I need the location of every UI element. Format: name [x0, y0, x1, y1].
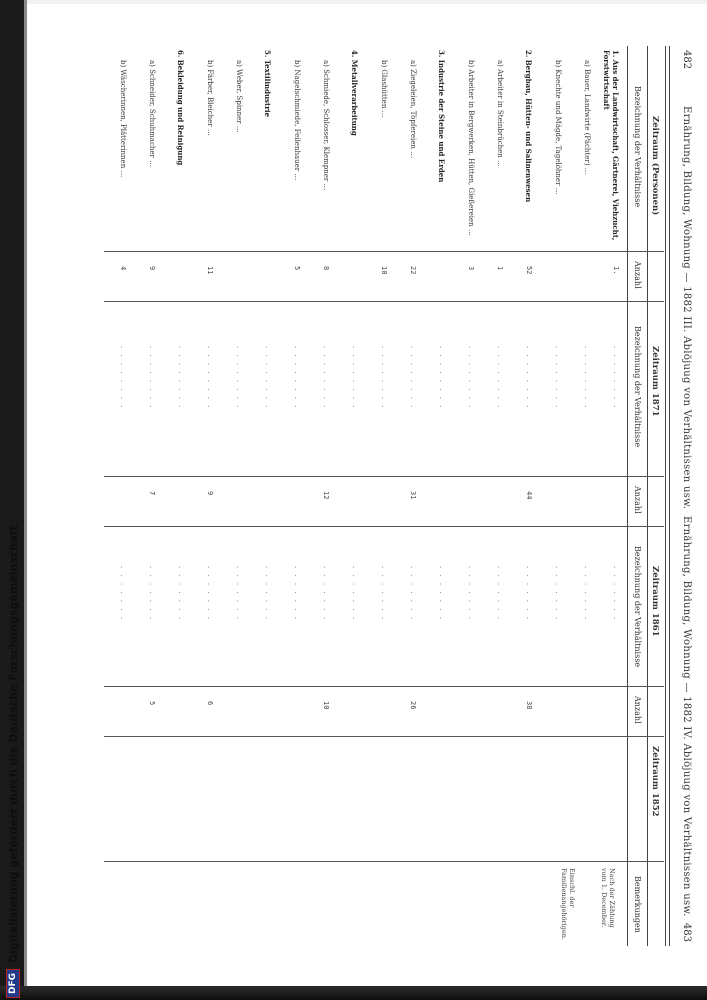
dot-leader: . . . . . . .	[525, 566, 533, 621]
table-row-label: 3. Industrie der Steine und Erden	[437, 50, 446, 183]
col-c-head: Bezeichnung der Verhältnisse	[633, 326, 642, 448]
table-row-label: b) Knechte und Mägde, Tagelöhner …	[554, 60, 562, 195]
dot-leader: . . . . . . . .	[206, 346, 214, 410]
dot-leader: . . . . . . .	[235, 566, 243, 621]
dot-leader: . . . . . . . .	[119, 346, 127, 410]
dfg-banner-text: Digitalisierung gefördert durch die Deutsche Forschungsgemeinschaft	[6, 525, 20, 963]
dot-leader: . . . . . . . .	[438, 346, 446, 410]
dot-leader: . . . . . . . .	[380, 346, 388, 410]
table-head-rule	[627, 46, 628, 946]
page-header	[672, 46, 700, 946]
page-number-right: 483	[681, 922, 692, 942]
page-title-left: Ernährung, Bildung, Wohnung — 1882 III. Ablöjuug von Verhältnissen usw.	[681, 106, 692, 510]
table-row-label: a) Weber, Spinner …	[235, 60, 243, 133]
col-f-head: Anzahl	[633, 696, 642, 724]
table-cell-value: 9	[206, 491, 214, 496]
dot-leader: . . . . . . .	[467, 566, 475, 621]
table-row-label: b) Glashütten …	[380, 60, 388, 118]
remark-note: Einschl. der Familienangehörigen.	[560, 868, 576, 940]
table-row-label: 1. Aus der Landwirtschaft, Gärtnerei, Viehzucht, Forstwirtschaft	[602, 50, 620, 241]
table-row-label: b) Nagelschmiede, Feilenhauer …	[293, 60, 301, 181]
table-cell-value: 10	[380, 266, 388, 275]
table-cell-value: 1.	[612, 266, 620, 275]
dot-leader: . . . . . . . .	[264, 346, 272, 410]
page-title-right: Ernährung, Bildung, Wohnung — 1882 IV. Ablöjuug von Verhältnissen usw.	[681, 516, 692, 917]
table-cell-value: 31	[409, 491, 417, 500]
table-cell-value: 10	[322, 701, 330, 710]
table-row-label: a) Arbeiter in Steinbrüchen …	[496, 60, 504, 168]
dot-leader: . . . . . . .	[380, 566, 388, 621]
table-cell-value: 44	[525, 491, 533, 500]
table-row-label: a) Ziegeleien, Töpfereien …	[409, 60, 417, 159]
dot-leader: . . . . . . .	[583, 566, 591, 621]
table-row-label: a) Schneider, Schuhmacher …	[148, 60, 156, 168]
scan-edge-fold	[24, 0, 27, 1000]
table-cell-value: 4	[119, 266, 127, 271]
header-rule-double	[665, 46, 666, 946]
rotated-document-page	[90, 46, 700, 946]
group-rule	[647, 46, 648, 946]
dfg-banner	[2, 525, 24, 998]
table-cell-value: 22	[409, 266, 417, 275]
col-divider	[104, 476, 664, 477]
dot-leader: . . . . . . .	[148, 566, 156, 621]
group-1871-head: Zeitraum 1871	[650, 346, 660, 417]
dot-leader: . . . . . . .	[177, 566, 185, 621]
dot-leader: . . . . . . . .	[554, 346, 562, 410]
table-cell-value: 38	[525, 701, 533, 710]
dot-leader: . . . . . . . .	[177, 346, 185, 410]
col-divider	[104, 251, 664, 252]
dot-leader: . . . . . . .	[264, 566, 272, 621]
dot-leader: . . . . . . .	[438, 566, 446, 621]
dot-leader: . . . . . . .	[322, 566, 330, 621]
table-cell-value: 5	[148, 701, 156, 706]
table-row-label: 6. Bekleidung und Reinigung	[176, 50, 185, 166]
page-number-left: 482	[681, 50, 692, 70]
dot-leader: . . . . . . . .	[293, 346, 301, 410]
table-row-label: b) Arbeiter in Bergwerken, Hütten, Gießereien …	[467, 60, 475, 236]
table-cell-value: 8	[322, 266, 330, 271]
table-cell-value: 1	[496, 266, 504, 271]
table-row-label: 2. Bergbau, Hütten- und Salinenwesen	[524, 50, 533, 203]
table-cell-value: 5	[293, 266, 301, 271]
scan-shadow	[27, 0, 707, 4]
col-d-head: Anzahl	[633, 486, 642, 514]
table-cell-value: 7	[148, 491, 156, 496]
dot-leader: . . . . . . . .	[322, 346, 330, 410]
table-cell-value: 6	[206, 701, 214, 706]
table-cell-value: 11	[206, 266, 214, 275]
col-remarks-head: Bemerkungen	[633, 876, 642, 933]
table-row-label: a) Schmiede, Schlosser, Klempner …	[322, 60, 330, 191]
dot-leader: . . . . . . . .	[525, 346, 533, 410]
table-cell-value: 26	[409, 701, 417, 710]
remark-note: Nach der Zählung vom 1. December.	[600, 868, 616, 928]
dot-leader: . . . . . . . .	[583, 346, 591, 410]
table-cell-value: 12	[322, 491, 330, 500]
header-rule	[669, 46, 670, 946]
dot-leader: . . . . . . . .	[351, 346, 359, 410]
dot-leader: . . . . . . .	[496, 566, 504, 621]
table-cell-value: 3	[467, 266, 475, 271]
table-row-label: a) Bauer, Landwirte (Pächter) …	[583, 60, 591, 175]
col-e-head: Bezeichnung der Verhältnisse	[633, 546, 642, 668]
dot-leader: . . . . . . . .	[496, 346, 504, 410]
col-divider	[104, 686, 664, 687]
dfg-logo-icon: DFG	[6, 969, 20, 998]
dot-leader: . . . . . . . .	[612, 346, 620, 410]
col-b-head: Anzahl	[633, 261, 642, 289]
col-a-head: Bezeichnung der Verhältnisse	[633, 86, 642, 208]
dot-leader: . . . . . . .	[119, 566, 127, 621]
table-row-label: 4. Metallverarbeitung	[350, 50, 359, 136]
dot-leader: . . . . . . .	[293, 566, 301, 621]
dot-leader: . . . . . . .	[409, 566, 417, 621]
table-row-label: b) Wäscherinnen, Plätterinnen …	[119, 60, 127, 178]
table-row-label: b) Färber, Bleicher …	[206, 60, 214, 136]
group-1861-head: Zeitraum 1861	[650, 566, 660, 637]
table-row-label: 5. Textilindustrie	[263, 50, 272, 118]
table-cell-value: 52	[525, 266, 533, 275]
dot-leader: . . . . . . . .	[467, 346, 475, 410]
col-divider	[104, 526, 664, 527]
group-1852-head: Zeitraum 1852	[650, 746, 660, 817]
dot-leader: . . . . . . .	[351, 566, 359, 621]
group-1882-head: Zeitraum (Personen)	[650, 116, 660, 216]
dot-leader: . . . . . . .	[206, 566, 214, 621]
col-divider	[104, 861, 664, 862]
dot-leader: . . . . . . . .	[235, 346, 243, 410]
dot-leader: . . . . . . .	[554, 566, 562, 621]
col-divider	[104, 736, 664, 737]
dot-leader: . . . . . . . .	[409, 346, 417, 410]
scan-bottom-edge	[0, 986, 707, 1000]
dot-leader: . . . . . . .	[612, 566, 620, 621]
dot-leader: . . . . . . . .	[148, 346, 156, 410]
table-cell-value: 9	[148, 266, 156, 271]
col-divider	[104, 301, 664, 302]
